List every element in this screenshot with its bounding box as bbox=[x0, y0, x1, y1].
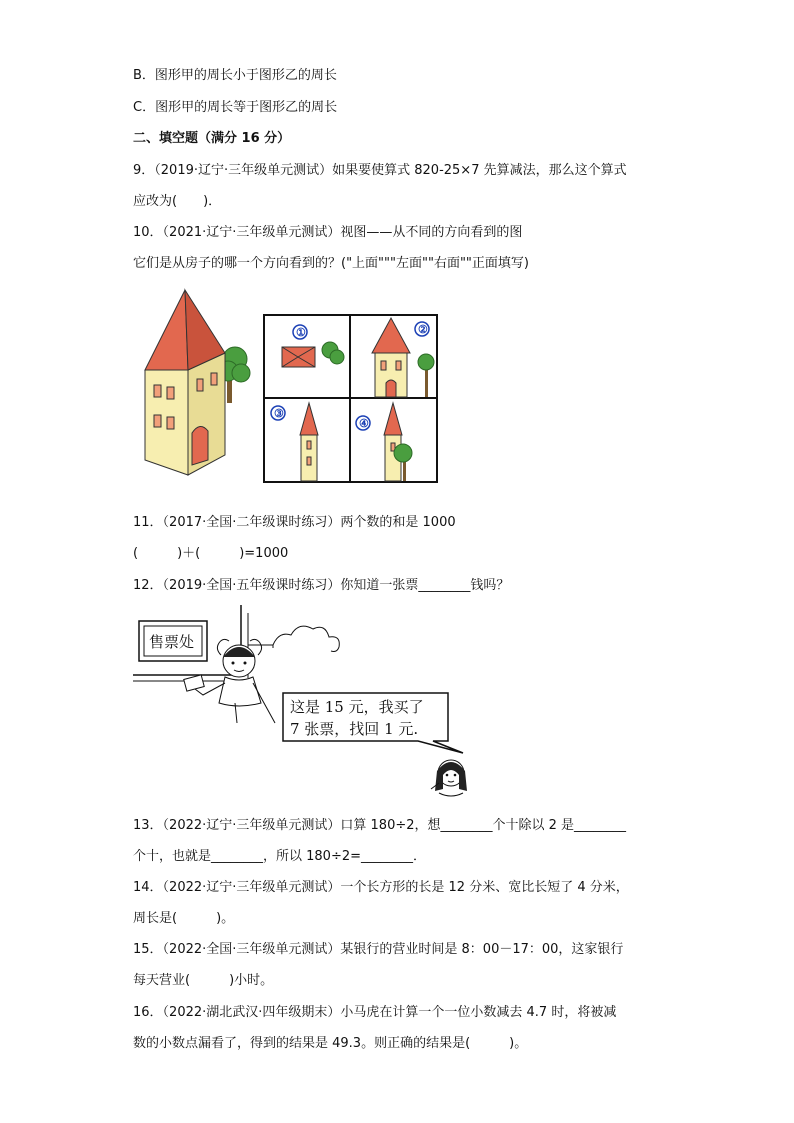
ticket-office-figure bbox=[133, 603, 493, 803]
house-views-figure bbox=[140, 285, 445, 485]
view-1-label: ① bbox=[296, 327, 306, 339]
section-title: 二、填空题（满分 16 分） bbox=[133, 131, 291, 146]
q9-line2: 应改为( )． bbox=[133, 194, 222, 209]
option-b: B．图形甲的周长小于图形乙的周长 bbox=[133, 68, 337, 83]
q14-line1: 14．（2022·辽宁·三年级单元测试）一个长方形的长是 12 分米、宽比长短了 4 分米， bbox=[133, 880, 629, 895]
bubble-line-1: 这是 15 元，我买了 bbox=[290, 698, 424, 716]
view-3-label: ③ bbox=[274, 408, 284, 420]
q15-line1: 15．（2022·全国·三年级单元测试）某银行的营业时间是 8：00－17：00，这家银行 bbox=[133, 942, 624, 957]
q15-line2: 每天营业( )小时。 bbox=[133, 973, 274, 988]
view-4-label: ④ bbox=[359, 418, 369, 430]
option-c: C．图形甲的周长等于图形乙的周长 bbox=[133, 100, 338, 115]
q16-line1: 16．（2022·湖北武汉·四年级期末）小马虎在计算一个一位小数减去 4.7 时，将被减 bbox=[133, 1005, 617, 1020]
q11-line1: 11．（2017·全国·二年级课时练习）两个数的和是 1000 bbox=[133, 515, 456, 530]
small-girl-figure bbox=[431, 760, 467, 796]
q12-line: 12．（2019·全国·五年级课时练习）你知道一张票________钱吗？ bbox=[133, 578, 510, 593]
q10-line1: 10．（2021·辽宁·三年级单元测试）视图——从不同的方向看到的图 bbox=[133, 225, 523, 240]
view-2-label: ② bbox=[418, 324, 428, 336]
q11-line2: ( )＋( )=1000 bbox=[133, 546, 289, 561]
q16-line2: 数的小数点漏看了，得到的结果是 49.3。则正确的结果是( )。 bbox=[133, 1036, 528, 1051]
q13-line2: 个十，也就是________，所以 180÷2=________． bbox=[133, 849, 427, 864]
ticket-sign: 售票处 bbox=[149, 633, 195, 651]
q10-line2: 它们是从房子的哪一个方向看到的？("上面"""左面""右面""正面填写) bbox=[133, 256, 529, 271]
bubble-line-2: 7 张票，找回 1 元. bbox=[290, 720, 419, 738]
q14-line2: 周长是( )。 bbox=[133, 911, 235, 926]
q13-line1: 13．（2022·辽宁·三年级单元测试）口算 180÷2，想________个十除以 2 是________ bbox=[133, 818, 627, 833]
house-3d bbox=[145, 290, 225, 475]
q9-line1: 9．（2019·辽宁·三年级单元测试）如果要使算式 820-25×7 先算减法，那么这个算式 bbox=[133, 163, 627, 178]
